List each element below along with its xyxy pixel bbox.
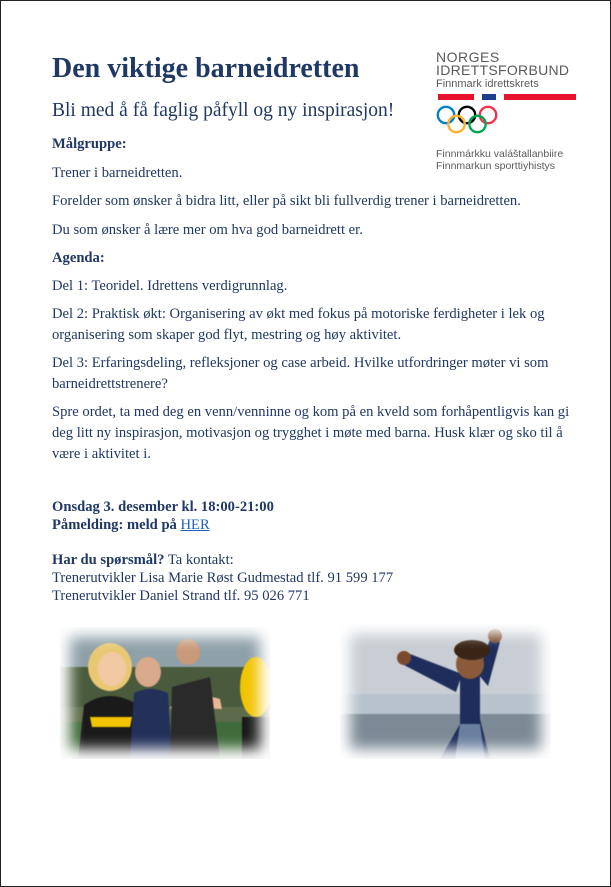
children-high-five-photo (60, 627, 270, 759)
agenda-item: Del 1: Teoridel. Idrettens verdigrunnlag. (52, 278, 288, 294)
cheering-child-photo (340, 624, 551, 759)
page-subtitle: Bli med å få faglig påfyll og ny inspirasjon! (52, 100, 395, 121)
logo-red-stripe (438, 94, 474, 100)
target-item: Forelder som ønsker å bidra litt, eller på sikt bli fullverdig trener i barneidretten. (52, 193, 521, 209)
agenda-heading: Agenda: (52, 250, 105, 266)
contact-heading: Har du spørsmål? (52, 552, 165, 568)
agenda-item: Del 2: Praktisk økt: Organisering av økt med fokus på motoriske ferdigheter i lek og organisering som skaper god flyt, mestring og høy aktivitet. (52, 306, 545, 343)
target-item: Du som ønsker å lære mer om hva god barneidrett er. (52, 222, 363, 238)
signup-link[interactable]: HER (180, 517, 210, 533)
target-item: Trener i barneidretten. (52, 165, 183, 181)
contact-person: Trenerutvikler Lisa Marie Røst Gudmestad tlf. 91 599 177 (52, 570, 394, 586)
event-date: Onsdag 3. desember kl. 18:00-21:00 (52, 499, 274, 515)
contact-person: Trenerutvikler Daniel Strand tlf. 95 026 771 (52, 588, 310, 604)
closing-paragraph: Spre ordet, ta med deg en venn/venninne og kom på en kveld som forhåpentligvis kan gi deg litt ny inspirasjon, motivasjon og trygghet i møte med barna. Husk klær og sko til å være i aktivitet i. (52, 404, 570, 462)
logo-red-stripe-2 (504, 94, 576, 100)
logo-line-5: Finnmarkun sporttiyhistys (436, 160, 556, 172)
logo-line-2: IDRETTSFORBUND (436, 62, 570, 78)
olympic-rings-icon (436, 104, 502, 136)
logo-line-3: Finnmark idrettskrets (436, 78, 539, 90)
logo-line-4: Finnmárkku valáštallanbiire (436, 148, 564, 160)
logo-blue-stripe (482, 94, 496, 100)
signup-line (52, 515, 572, 536)
signup-label: Påmelding: meld på (52, 517, 177, 533)
page-title: Den viktige barneidretten (52, 53, 360, 84)
target-heading: Målgruppe: (52, 136, 127, 152)
agenda-item: Del 3: Erfaringsdeling, refleksjoner og case arbeid. Hvilke utfordringer møter vi som barneidrettstrenere? (52, 355, 549, 392)
logo-line-1: NORGES (436, 49, 500, 65)
contact-heading-rest: Ta kontakt: (164, 552, 234, 568)
